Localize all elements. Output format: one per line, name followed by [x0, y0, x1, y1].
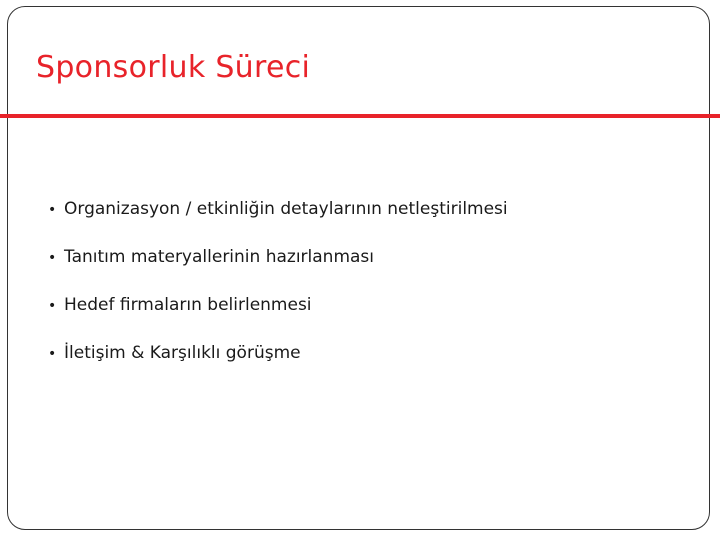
bullet-text: İletişim & Karşılıklı görüşme	[64, 343, 301, 363]
bullet-text: Hedef firmaların belirlenmesi	[64, 295, 312, 315]
bullet-item	[48, 247, 508, 295]
bullet-text: Tanıtım materyallerinin hazırlanması	[64, 247, 375, 267]
bullet-text: Organizasyon / etkinliğin detaylarının netleştirilmesi	[64, 199, 508, 219]
bullet-item	[48, 295, 508, 343]
bullet-icon: •	[48, 346, 57, 362]
slide-title: Sponsorluk Süreci	[36, 50, 311, 85]
bullet-icon: •	[48, 250, 57, 266]
bullet-item	[48, 343, 508, 391]
bullet-icon: •	[48, 298, 57, 314]
bullet-icon: •	[48, 202, 57, 218]
bullet-list	[48, 199, 508, 391]
title-divider	[0, 114, 720, 118]
bullet-item	[48, 199, 508, 247]
